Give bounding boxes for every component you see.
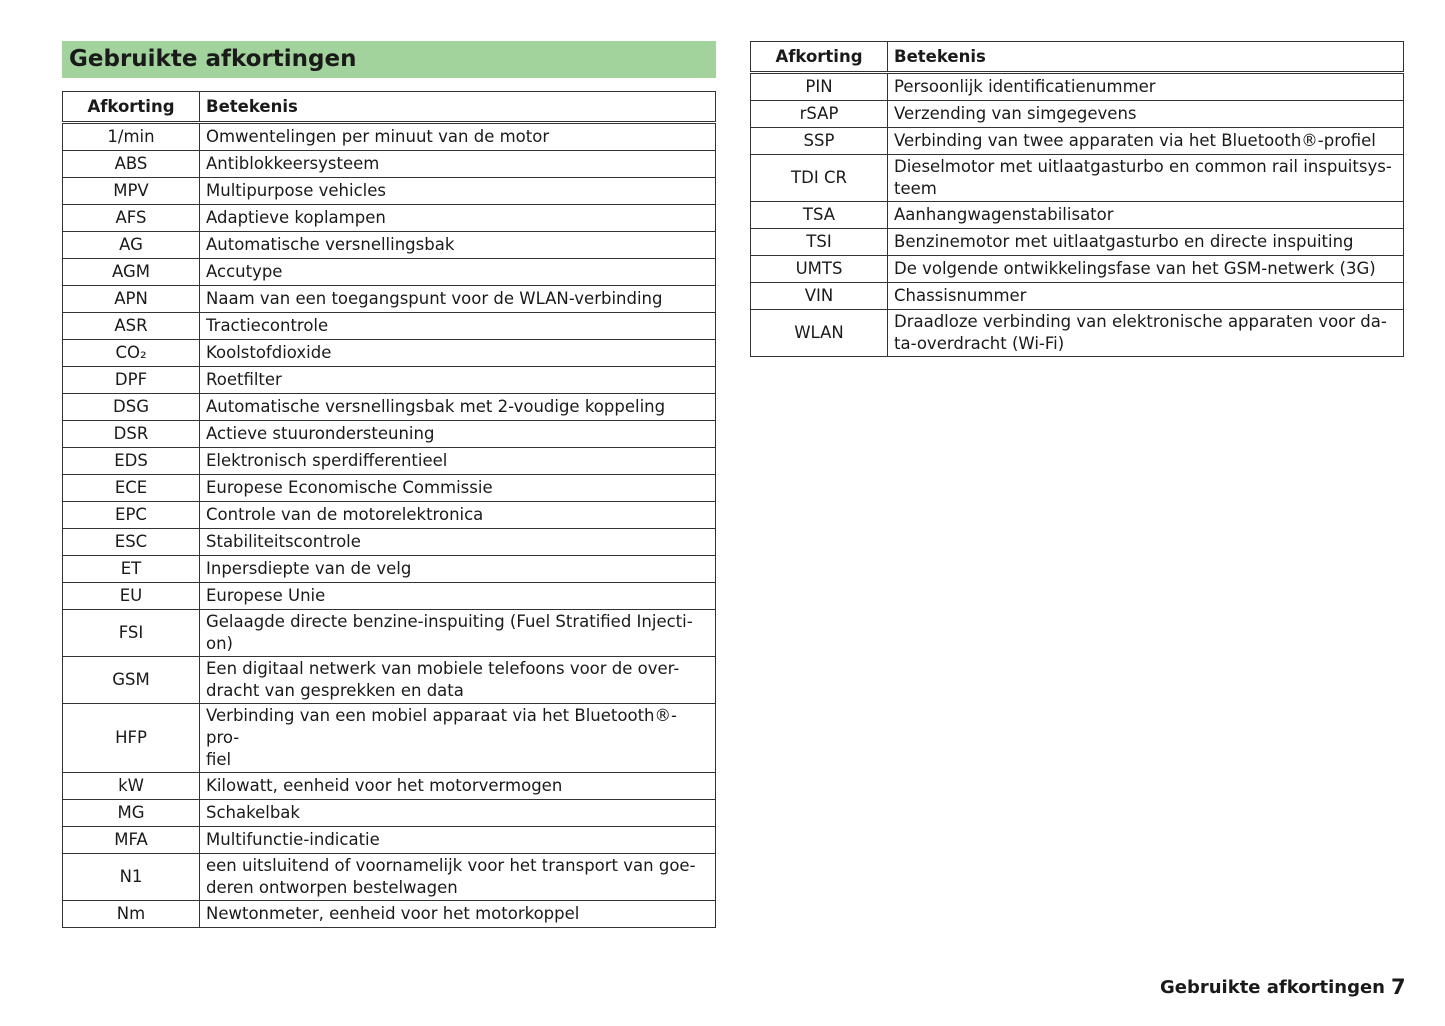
meaning-cell: Tractiecontrole bbox=[200, 313, 716, 340]
table-row bbox=[751, 310, 1404, 357]
table-row bbox=[63, 205, 716, 232]
meaning-cell: Koolstofdioxide bbox=[200, 340, 716, 367]
abbreviation-cell: kW bbox=[63, 773, 200, 800]
header-abbreviation: Afkorting bbox=[63, 92, 200, 123]
abbreviation-cell: EU bbox=[63, 583, 200, 610]
meaning-cell: Chassisnummer bbox=[888, 283, 1404, 310]
meaning-cell: Accutype bbox=[200, 259, 716, 286]
abbreviation-cell: AG bbox=[63, 232, 200, 259]
table-header-row bbox=[63, 92, 716, 123]
table-row bbox=[63, 610, 716, 657]
table-row bbox=[63, 151, 716, 178]
meaning-cell: De volgende ontwikkelingsfase van het GSM-netwerk (3G) bbox=[888, 256, 1404, 283]
header-abbreviation: Afkorting bbox=[751, 42, 888, 73]
abbreviation-cell: 1/min bbox=[63, 123, 200, 151]
abbreviation-cell: APN bbox=[63, 286, 200, 313]
table-row bbox=[63, 583, 716, 610]
table-row bbox=[63, 657, 716, 704]
table-row bbox=[751, 202, 1404, 229]
meaning-cell: Antiblokkeersysteem bbox=[200, 151, 716, 178]
header-meaning: Betekenis bbox=[200, 92, 716, 123]
meaning-cell: Schakelbak bbox=[200, 800, 716, 827]
table-row bbox=[63, 556, 716, 583]
abbreviation-cell: EDS bbox=[63, 448, 200, 475]
abbreviation-cell: FSI bbox=[63, 610, 200, 657]
abbreviation-cell: ET bbox=[63, 556, 200, 583]
table-header-row bbox=[751, 42, 1404, 73]
abbreviation-cell: AGM bbox=[63, 259, 200, 286]
meaning-cell: Verzending van simgegevens bbox=[888, 101, 1404, 128]
meaning-cell: Automatische versnellingsbak bbox=[200, 232, 716, 259]
meaning-cell: Gelaagde directe benzine-inspuiting (Fuel Stratified Injecti- on) bbox=[200, 610, 716, 657]
meaning-cell: Dieselmotor met uitlaatgasturbo en common rail inspuitsys- teem bbox=[888, 155, 1404, 202]
abbreviations-table-right bbox=[750, 41, 1404, 357]
table-row bbox=[63, 901, 716, 928]
abbreviation-cell: rSAP bbox=[751, 101, 888, 128]
abbreviation-cell: MG bbox=[63, 800, 200, 827]
table-row bbox=[63, 232, 716, 259]
table-row bbox=[751, 73, 1404, 101]
abbreviation-cell: VIN bbox=[751, 283, 888, 310]
abbreviation-cell: TSA bbox=[751, 202, 888, 229]
section-title-bar bbox=[62, 41, 716, 78]
table-row bbox=[63, 421, 716, 448]
abbreviation-cell: Nm bbox=[63, 901, 200, 928]
abbreviation-cell: PIN bbox=[751, 73, 888, 101]
table-row bbox=[63, 178, 716, 205]
meaning-cell: een uitsluitend of voornamelijk voor het transport van goe- deren ontworpen bestelwagen bbox=[200, 854, 716, 901]
page-number: 7 bbox=[1391, 975, 1406, 999]
section-title: Gebruikte afkortingen bbox=[69, 46, 357, 72]
table-row bbox=[751, 128, 1404, 155]
meaning-cell: Aanhangwagenstabilisator bbox=[888, 202, 1404, 229]
meaning-cell: Multipurpose vehicles bbox=[200, 178, 716, 205]
meaning-cell: Een digitaal netwerk van mobiele telefoons voor de over- dracht van gesprekken en data bbox=[200, 657, 716, 704]
meaning-cell: Omwentelingen per minuut van de motor bbox=[200, 123, 716, 151]
meaning-cell: Europese Unie bbox=[200, 583, 716, 610]
abbreviation-cell: DPF bbox=[63, 367, 200, 394]
table-row bbox=[63, 367, 716, 394]
meaning-cell: Automatische versnellingsbak met 2-voudige koppeling bbox=[200, 394, 716, 421]
table-row bbox=[63, 475, 716, 502]
meaning-cell: Adaptieve koplampen bbox=[200, 205, 716, 232]
meaning-cell: Kilowatt, eenheid voor het motorvermogen bbox=[200, 773, 716, 800]
meaning-cell: Actieve stuurondersteuning bbox=[200, 421, 716, 448]
meaning-cell: Draadloze verbinding van elektronische apparaten voor da- ta-overdracht (Wi-Fi) bbox=[888, 310, 1404, 357]
abbreviation-cell: TDI CR bbox=[751, 155, 888, 202]
table-row bbox=[63, 854, 716, 901]
meaning-cell: Persoonlijk identificatienummer bbox=[888, 73, 1404, 101]
abbreviation-cell: ESC bbox=[63, 529, 200, 556]
table-row bbox=[63, 800, 716, 827]
table-row bbox=[63, 259, 716, 286]
abbreviation-cell: WLAN bbox=[751, 310, 888, 357]
meaning-cell: Elektronisch sperdifferentieel bbox=[200, 448, 716, 475]
table-row bbox=[63, 286, 716, 313]
meaning-cell: Naam van een toegangspunt voor de WLAN-verbinding bbox=[200, 286, 716, 313]
table-row bbox=[751, 256, 1404, 283]
table-row bbox=[63, 502, 716, 529]
table-row bbox=[63, 704, 716, 773]
abbreviation-cell: SSP bbox=[751, 128, 888, 155]
abbreviation-cell: EPC bbox=[63, 502, 200, 529]
table-row bbox=[63, 123, 716, 151]
abbreviations-table-left bbox=[62, 91, 716, 928]
table-row bbox=[63, 313, 716, 340]
meaning-cell: Controle van de motorelektronica bbox=[200, 502, 716, 529]
footer-section-title: Gebruikte afkortingen bbox=[1160, 977, 1385, 998]
abbreviation-cell: MPV bbox=[63, 178, 200, 205]
table-row bbox=[63, 394, 716, 421]
meaning-cell: Inpersdiepte van de velg bbox=[200, 556, 716, 583]
meaning-cell: Verbinding van twee apparaten via het Bluetooth®-profiel bbox=[888, 128, 1404, 155]
table-row bbox=[751, 283, 1404, 310]
header-meaning: Betekenis bbox=[888, 42, 1404, 73]
abbreviation-cell: DSR bbox=[63, 421, 200, 448]
meaning-cell: Benzinemotor met uitlaatgasturbo en directe inspuiting bbox=[888, 229, 1404, 256]
table-row bbox=[751, 229, 1404, 256]
table-row bbox=[751, 101, 1404, 128]
meaning-cell: Multifunctie-indicatie bbox=[200, 827, 716, 854]
meaning-cell: Verbinding van een mobiel apparaat via het Bluetooth®-pro- fiel bbox=[200, 704, 716, 773]
table-row bbox=[63, 340, 716, 367]
abbreviation-cell: TSI bbox=[751, 229, 888, 256]
abbreviation-cell: UMTS bbox=[751, 256, 888, 283]
table-row bbox=[63, 529, 716, 556]
abbreviation-cell: ABS bbox=[63, 151, 200, 178]
abbreviation-cell: CO₂ bbox=[63, 340, 200, 367]
abbreviation-cell: MFA bbox=[63, 827, 200, 854]
abbreviation-cell: HFP bbox=[63, 704, 200, 773]
meaning-cell: Europese Economische Commissie bbox=[200, 475, 716, 502]
abbreviation-cell: ECE bbox=[63, 475, 200, 502]
table-row bbox=[751, 155, 1404, 202]
abbreviation-cell: AFS bbox=[63, 205, 200, 232]
table-row bbox=[63, 448, 716, 475]
table-row bbox=[63, 827, 716, 854]
abbreviation-cell: DSG bbox=[63, 394, 200, 421]
abbreviation-cell: N1 bbox=[63, 854, 200, 901]
meaning-cell: Newtonmeter, eenheid voor het motorkoppel bbox=[200, 901, 716, 928]
table-row bbox=[63, 773, 716, 800]
meaning-cell: Stabiliteitscontrole bbox=[200, 529, 716, 556]
abbreviation-cell: ASR bbox=[63, 313, 200, 340]
meaning-cell: Roetfilter bbox=[200, 367, 716, 394]
abbreviation-cell: GSM bbox=[63, 657, 200, 704]
